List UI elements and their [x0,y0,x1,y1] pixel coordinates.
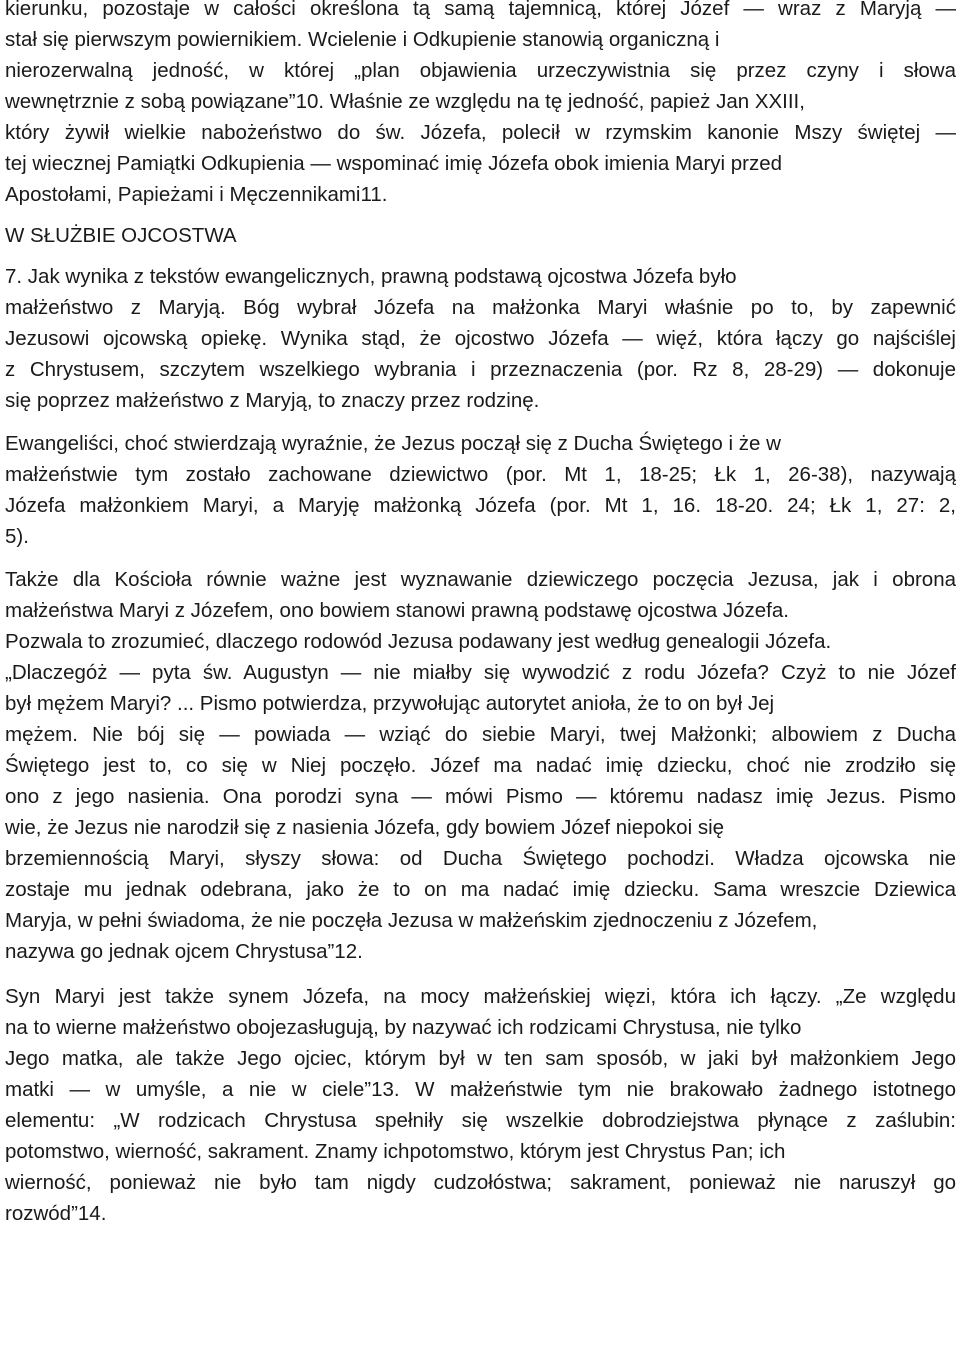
text-line: tej wiecznej Pamiątki Odkupienia — wspominać imię Józefa obok imienia Maryi przed [5,152,783,175]
text-line: na to wierne małżeństwo obojezasługują, by nazywać ich rodzicami Chrystusa, nie tylko [5,1016,802,1039]
text-line: Świętego jest to, co się w Niej poczęło. Józef ma nadać imię dziecku, choć nie zrodziło się [5,754,956,777]
paragraph-4 [5,564,956,967]
text-line: Apostołami, Papieżami i Męczennikami11. [5,183,388,206]
paragraph-1 [5,0,956,210]
text-line: zostaje mu jednak odebrana, jako że to on ma nadać imię dziecku. Sama wreszcie Dziewica [5,878,956,901]
text-line: z Chrystusem, szczytem wszelkiego wybrania i przeznaczenia (por. Rz 8, 28-29) — dokonuje [5,358,956,381]
text-line: wewnętrznie z sobą powiązane”10. Właśnie ze względu na tę jedność, papież Jan XXIII, [5,90,805,113]
text-line: który żywił wielkie nabożeństwo do św. Józefa, polecił w rzymskim kanonie Mszy świętej — [5,121,956,144]
text-line: 7. Jak wynika z tekstów ewangelicznych, prawną podstawą ojcostwa Józefa było [5,265,737,288]
text-line: Jezusowi ojcowską opiekę. Wynika stąd, że ojcostwo Józefa — więź, która łączy go najściślej [5,327,956,350]
paragraph-3 [5,428,956,552]
text-line: Józefa małżonkiem Maryi, a Maryję małżonką Józefa (por. Mt 1, 16. 18-20. 24; Łk 1, 27: 2, [5,494,956,517]
text-line: kierunku, pozostaje w całości określona tą samą tajemnicą, której Józef — wraz z Maryją — [5,0,956,20]
text-line: Syn Maryi jest także synem Józefa, na mocy małżeńskiej więzi, która ich łączy. „Ze względu [5,985,956,1008]
text-line: Także dla Kościoła równie ważne jest wyznawanie dziewiczego poczęcia Jezusa, jak i obrona [5,568,956,591]
text-line: brzemiennością Maryi, słyszy słowa: od Ducha Świętego pochodzi. Władza ojcowska nie [5,847,956,870]
text-line: wie, że Jezus nie narodził się z nasienia Józefa, gdy bowiem Józef niepokoi się [5,816,725,839]
text-line: małżeństwo z Maryją. Bóg wybrał Józefa na małżonka Maryi właśnie po to, by zapewnić [5,296,956,319]
text-line: ono z jego nasienia. Ona porodzi syna — mówi Pismo — któremu nadasz imię Jezus. Pismo [5,785,956,808]
text-line: elementu: „W rodzicach Chrystusa spełniły się wszelkie dobrodziejstwa płynące z zaślubin: [5,1109,956,1132]
text-line: „Dlaczegóż — pyta św. Augustyn — nie miałby się wywodzić z rodu Józefa? Czyż to nie Józef [5,661,956,684]
text-line: Maryja, w pełni świadoma, że nie poczęła Jezusa w małżeńskim zjednoczeniu z Józefem, [5,909,818,932]
text-line: stał się pierwszym powiernikiem. Wcielenie i Odkupienie stanowią organiczną i [5,28,720,51]
text-line: nazywa go jednak ojcem Chrystusa”12. [5,940,363,963]
section-heading: W SŁUŻBIE OJCOSTWA [5,224,237,247]
text-line: był mężem Maryi? ... Pismo potwierdza, przywołując autorytet anioła, że to on był Jej [5,692,775,715]
text-line: nierozerwalną jedność, w której „plan objawienia urzeczywistnia się przez czyny i słowa [5,59,956,82]
text-line: Jego matka, ale także Jego ojciec, którym był w ten sam sposób, w jaki był małżonkiem Jego [5,1047,956,1070]
text-line: małżeństwie tym zostało zachowane dziewictwo (por. Mt 1, 18-25; Łk 1, 26-38), nazywają [5,463,956,486]
text-line: mężem. Nie bój się — powiada — wziąć do siebie Maryi, twej Małżonki; albowiem z Ducha [5,723,956,746]
text-line: Ewangeliści, choć stwierdzają wyraźnie, że Jezus począł się z Ducha Świętego i że w [5,432,781,455]
text-line: się poprzez małżeństwo z Maryją, to znaczy przez rodzinę. [5,389,540,412]
paragraph-2 [5,261,956,416]
text-line: 5). [5,525,29,548]
text-line: matki — w umyśle, a nie w ciele”13. W małżeństwie tym nie brakowało żadnego istotnego [5,1078,956,1101]
text-line: małżeństwa Maryi z Józefem, ono bowiem stanowi prawną podstawę ojcostwa Józefa. [5,599,789,622]
text-line: rozwód”14. [5,1202,107,1225]
text-line: Pozwala to zrozumieć, dlaczego rodowód Jezusa podawany jest według genealogii Józefa. [5,630,832,653]
paragraph-5 [5,981,956,1229]
text-line: wierność, ponieważ nie było tam nigdy cudzołóstwa; sakrament, ponieważ nie naruszył go [5,1171,956,1194]
text-line: potomstwo, wierność, sakrament. Znamy ichpotomstwo, którym jest Chrystus Pan; ich [5,1140,786,1163]
